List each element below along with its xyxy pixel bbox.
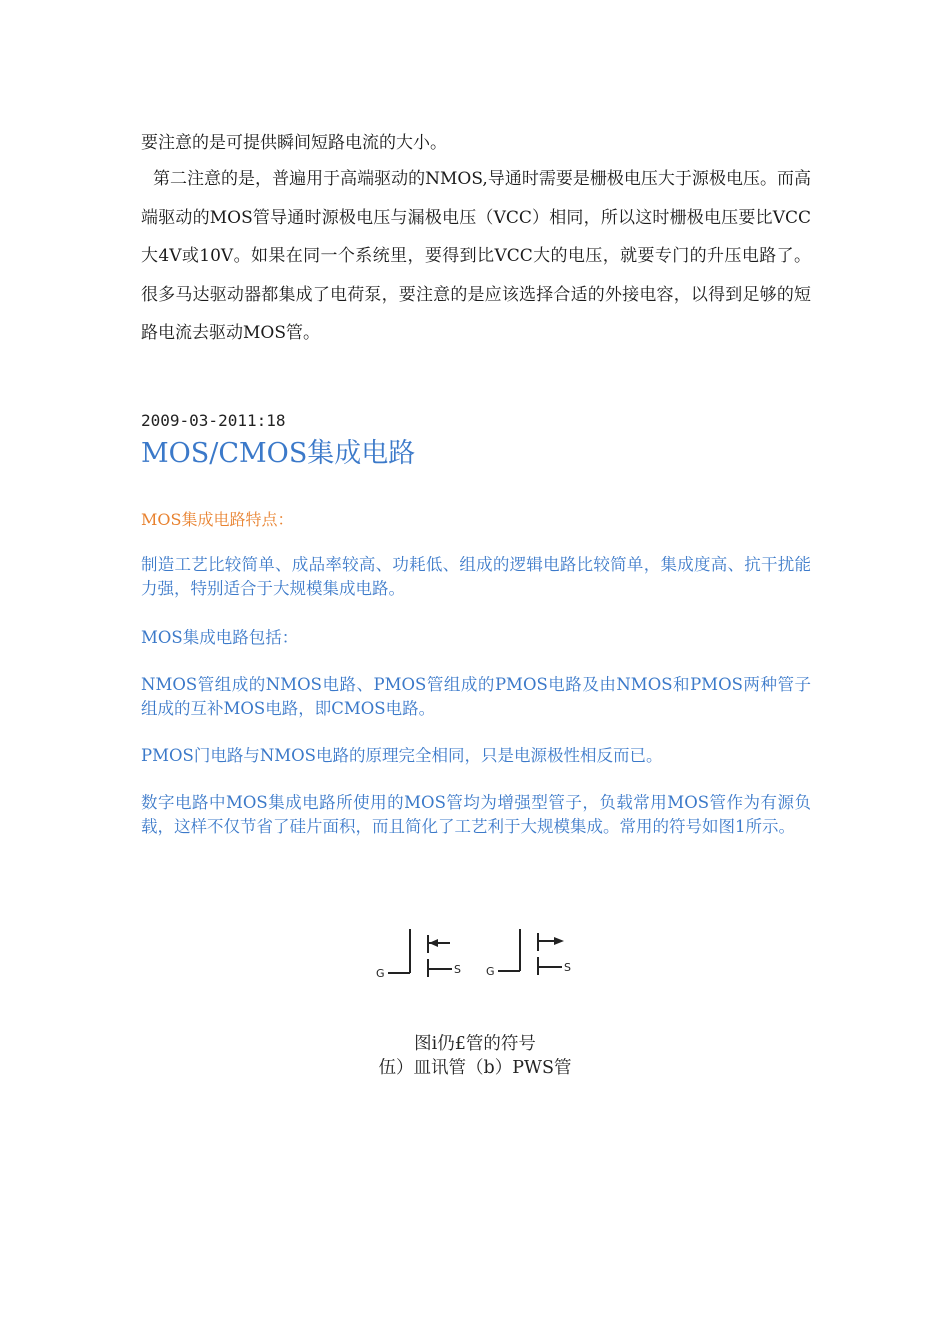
pmos-source-label: S [564,961,571,974]
second-note-paragraph: 第二注意的是，普遍用于高端驱动的NMOS,导通时需要是栅极电压大于源极电压。而高端驱动的MOS管导通时源极电压与漏极电压（VCC）相同，所以这时栅极电压要比VCC大4V或10V。如果在同一个系统里，要得到比VCC大的电压，就要专门的升压电路了。很多马达驱动器都集成了电荷泵，要注意的是应该选择合适的外接电容，以得到足够的短路电流去驱动MOS管。 [141,169,811,343]
pmos-paragraph: PMOS门电路与NMOS电路的原理完全相同，只是电源极性相反而已。 [141,746,663,765]
figure-caption-subtitle: 伍）皿讯管（b）PWS管 [378,1058,572,1078]
pmos-symbol [498,929,564,975]
includes-heading: MOS集成电路包括： [141,628,299,647]
intro-paragraph: 要注意的是可提供瞬间短路电流的大小。 [141,133,447,153]
post-date: 2009-03-2011:18 [141,411,286,430]
features-paragraph: 制造工艺比较简单、成品率较高、功耗低、组成的逻辑电路比较简单，集成度高、抗干扰能力强，特别适合于大规模集成电路。 [141,555,811,598]
pmos-gate-label: G [486,965,495,978]
post-title[interactable]: MOS/CMOS集成电路 [141,438,416,469]
includes-paragraph: NMOS管组成的NMOS电路、PMOS管组成的PMOS电路及由NMOS和PMOS两种管子组成的互补MOS电路，即CMOS电路。 [141,675,811,718]
mos-symbol-figure [372,925,582,985]
mos-symbols-svg [372,925,582,985]
digital-circuit-paragraph: 数字电路中MOS集成电路所使用的MOS管均为增强型管子，负载常用MOS管作为有源负载，这样不仅节省了硅片面积，而且简化了工艺利于大规模集成。常用的符号如图1所示。 [141,793,811,836]
nmos-gate-label: G [376,967,385,980]
nmos-source-label: S [454,963,461,976]
features-heading: MOS集成电路特点： [141,510,294,529]
figure-caption-title: 图i仍£管的符号 [414,1034,536,1054]
nmos-symbol [388,929,452,977]
